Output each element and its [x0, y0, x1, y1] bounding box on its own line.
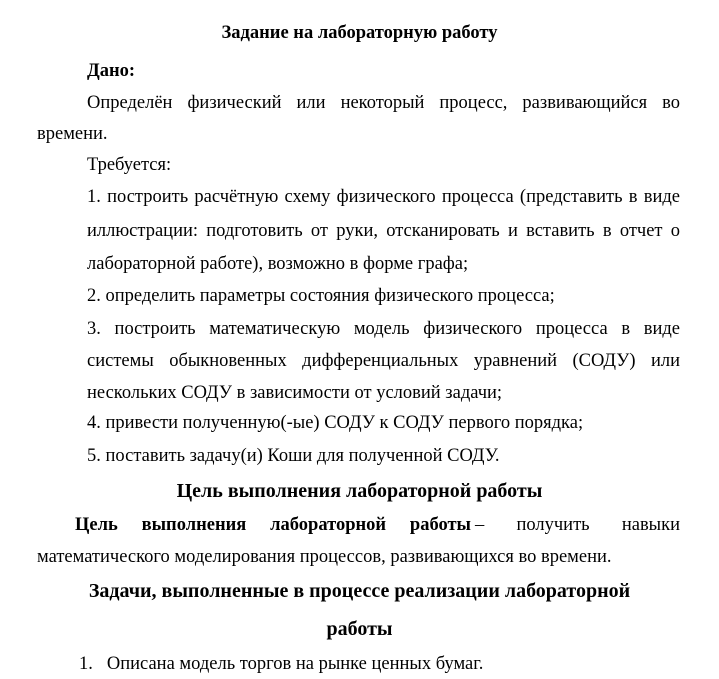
- given-text-line-2: времени.: [37, 124, 108, 144]
- page-title: Задание на лабораторную работу: [221, 23, 498, 43]
- item-1-line-2: иллюстрации: подготовить от руки, отсканировать и вставить в отчет о: [87, 221, 680, 241]
- goal-text-line-1: [75, 514, 680, 536]
- item-2-line-1: 2. определить параметры состояния физического процесса;: [87, 286, 555, 306]
- required-label: Требуется:: [87, 155, 172, 175]
- given-text-line-1: Определён физический или некоторый процесс, развивающийся во: [87, 93, 680, 113]
- tasks-heading-line-1: Задачи, выполненные в процессе реализации лабораторной: [88, 580, 631, 602]
- task-number: 1.: [79, 654, 93, 674]
- goal-bold-lead: [75, 514, 471, 536]
- goal-bold-lead-text: Цель выполнения лабораторной работы: [75, 515, 471, 535]
- item-3-line-2: системы обыкновенных дифференциальных уравнений (СОДУ) или: [87, 351, 680, 371]
- goal-text-line-2: математического моделирования процессов, развивающихся во времени.: [37, 547, 612, 567]
- goal-heading: Цель выполнения лабораторной работы: [176, 480, 543, 502]
- tasks-heading-line-2: работы: [326, 618, 393, 640]
- task-text: Описана модель торгов на рынке ценных бумаг.: [106, 654, 484, 674]
- item-4-line-1: 4. привести полученную(-ые) СОДУ к СОДУ первого порядка;: [87, 413, 584, 433]
- item-1-line-3: лабораторной работе), возможно в форме графа;: [87, 254, 469, 274]
- task-list-item: [79, 653, 483, 675]
- item-5-line-1: 5. поставить задачу(и) Коши для полученной СОДУ.: [87, 446, 500, 466]
- item-1-line-1: 1. построить расчётную схему физического процесса (представить в виде: [87, 187, 680, 207]
- given-heading: Дано:: [87, 61, 136, 81]
- item-3-line-1: 3. построить математическую модель физического процесса в виде: [87, 319, 680, 339]
- goal-rest-text: – получить навыки: [475, 515, 680, 535]
- item-3-line-3: нескольких СОДУ в зависимости от условий задачи;: [87, 383, 503, 403]
